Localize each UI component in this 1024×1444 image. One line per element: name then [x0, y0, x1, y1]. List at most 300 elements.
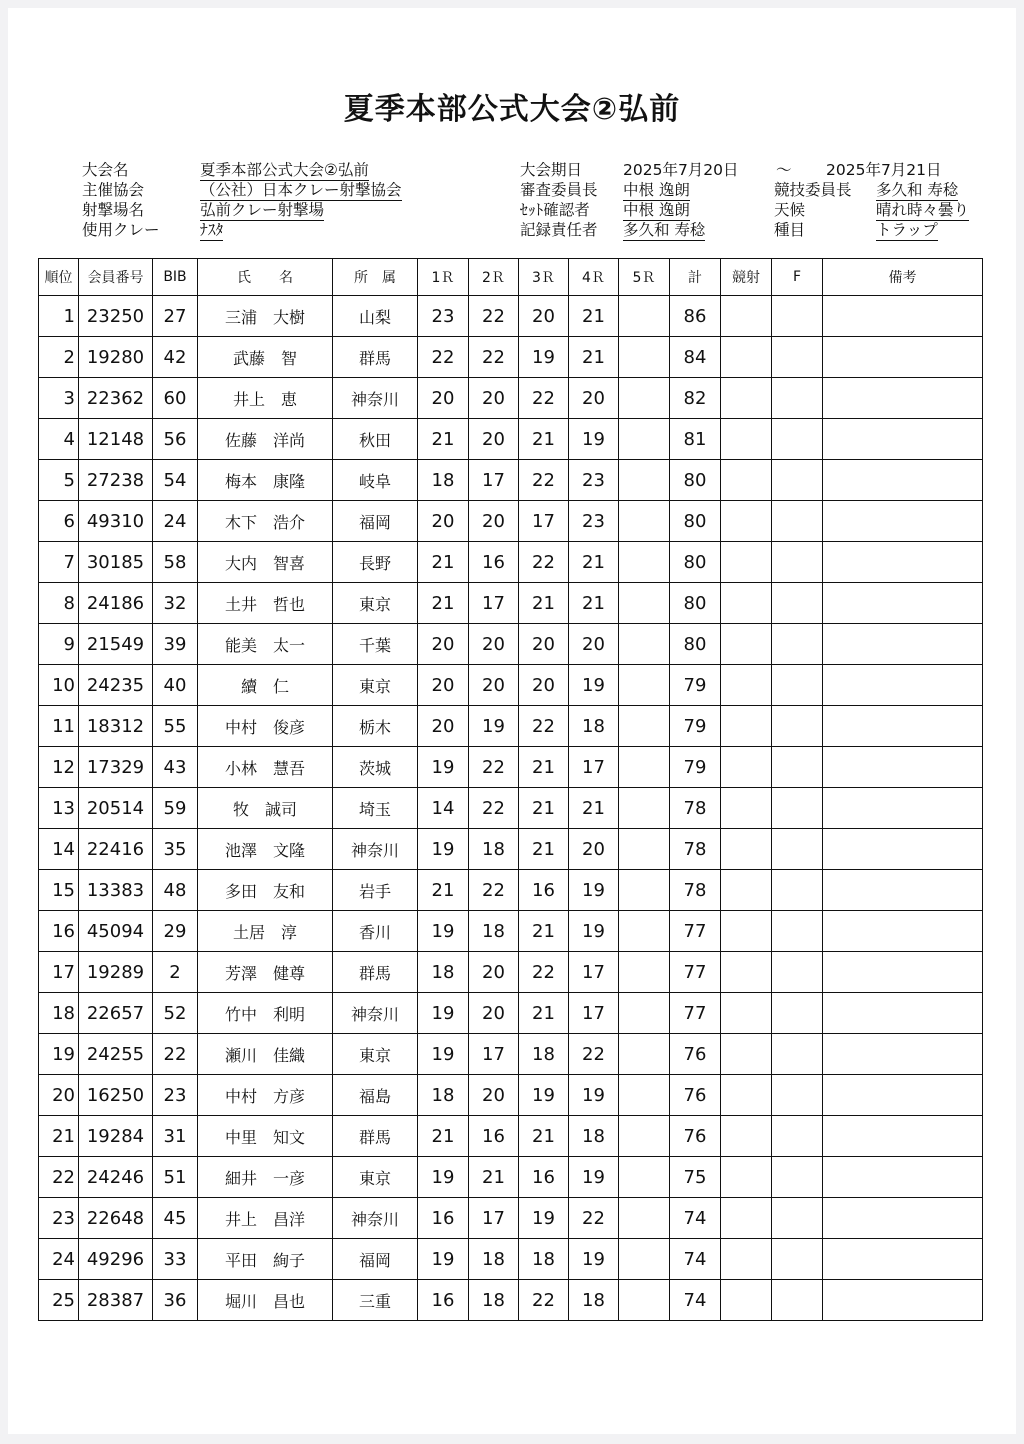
f-cell: [772, 911, 823, 952]
bib-cell: 45: [153, 1198, 198, 1239]
f-cell: [772, 1034, 823, 1075]
rank-cell: 17: [39, 952, 79, 993]
tournament-name: 夏季本部公式大会②弘前: [200, 161, 369, 179]
round-2-cell: 22: [469, 870, 519, 911]
shootoff-cell: [721, 952, 772, 993]
f-cell: [772, 624, 823, 665]
round-2-cell: 17: [469, 1198, 519, 1239]
rank-cell: 15: [39, 870, 79, 911]
table-row: [39, 1239, 983, 1280]
round-2-cell: 20: [469, 993, 519, 1034]
member-number-cell: 22657: [79, 993, 153, 1034]
round-2-cell: 22: [469, 296, 519, 337]
affiliation-cell: 東京: [333, 1157, 418, 1198]
bib-cell: 36: [153, 1280, 198, 1321]
name-cell: 中村 方彦: [198, 1075, 333, 1116]
round-3-cell: 16: [519, 1157, 569, 1198]
range-label: 射撃場名: [82, 201, 145, 219]
header-member-number: 会員番号: [79, 259, 153, 296]
range: 弘前クレー射撃場: [200, 201, 325, 219]
header-round-3: 3Ｒ: [519, 259, 569, 296]
total-cell: 76: [670, 1034, 721, 1075]
f-cell: [772, 788, 823, 829]
round-5-cell: [619, 1034, 670, 1075]
remarks-cell: [823, 788, 983, 829]
event: トラップ: [876, 221, 938, 239]
f-cell: [772, 1157, 823, 1198]
member-number-cell: 22416: [79, 829, 153, 870]
f-cell: [772, 419, 823, 460]
name-cell: 多田 友和: [198, 870, 333, 911]
rank-cell: 7: [39, 542, 79, 583]
name-cell: 三浦 大樹: [198, 296, 333, 337]
f-cell: [772, 378, 823, 419]
round-4-cell: 19: [569, 419, 619, 460]
shootoff-cell: [721, 337, 772, 378]
table-row: [39, 419, 983, 460]
name-cell: 平田 絢子: [198, 1239, 333, 1280]
round-1-cell: 19: [418, 911, 469, 952]
round-1-cell: 19: [418, 829, 469, 870]
competition: 多久和 寿稔: [876, 181, 959, 199]
round-3-cell: 18: [519, 1034, 569, 1075]
round-4-cell: 18: [569, 1280, 619, 1321]
remarks-cell: [823, 419, 983, 460]
round-3-cell: 20: [519, 665, 569, 706]
affiliation-cell: 千葉: [333, 624, 418, 665]
member-number-cell: 17329: [79, 747, 153, 788]
header-round-5: 5Ｒ: [619, 259, 670, 296]
header-round-2: 2Ｒ: [469, 259, 519, 296]
round-4-cell: 20: [569, 829, 619, 870]
remarks-cell: [823, 1075, 983, 1116]
total-cell: 80: [670, 583, 721, 624]
affiliation-cell: 埼玉: [333, 788, 418, 829]
name-cell: 大内 智喜: [198, 542, 333, 583]
end-date: 2025年7月21日: [826, 161, 942, 179]
bib-cell: 2: [153, 952, 198, 993]
round-5-cell: [619, 993, 670, 1034]
round-1-cell: 16: [418, 1198, 469, 1239]
round-5-cell: [619, 1280, 670, 1321]
rank-cell: 9: [39, 624, 79, 665]
member-number-cell: 24246: [79, 1157, 153, 1198]
table-row: [39, 993, 983, 1034]
bib-cell: 42: [153, 337, 198, 378]
round-3-cell: 19: [519, 1075, 569, 1116]
remarks-cell: [823, 1280, 983, 1321]
table-row: [39, 1157, 983, 1198]
round-3-cell: 22: [519, 1280, 569, 1321]
round-1-cell: 18: [418, 460, 469, 501]
round-4-cell: 23: [569, 460, 619, 501]
rank-cell: 19: [39, 1034, 79, 1075]
shootoff-cell: [721, 665, 772, 706]
total-cell: 75: [670, 1157, 721, 1198]
round-5-cell: [619, 460, 670, 501]
round-3-cell: 21: [519, 1116, 569, 1157]
shootoff-cell: [721, 993, 772, 1034]
round-2-cell: 20: [469, 952, 519, 993]
f-cell: [772, 747, 823, 788]
round-3-cell: 20: [519, 624, 569, 665]
round-4-cell: 17: [569, 747, 619, 788]
member-number-cell: 19289: [79, 952, 153, 993]
affiliation-cell: 香川: [333, 911, 418, 952]
remarks-cell: [823, 378, 983, 419]
round-1-cell: 22: [418, 337, 469, 378]
header-affiliation: 所 属: [333, 259, 418, 296]
total-cell: 77: [670, 952, 721, 993]
name-cell: 土居 淳: [198, 911, 333, 952]
name-cell: 佐藤 洋尚: [198, 419, 333, 460]
member-number-cell: 19280: [79, 337, 153, 378]
shootoff-cell: [721, 378, 772, 419]
shootoff-cell: [721, 624, 772, 665]
affiliation-cell: 群馬: [333, 1116, 418, 1157]
remarks-cell: [823, 1116, 983, 1157]
round-4-cell: 19: [569, 911, 619, 952]
round-2-cell: 17: [469, 460, 519, 501]
remarks-cell: [823, 1239, 983, 1280]
total-cell: 84: [670, 337, 721, 378]
jury-label: 審査委員長: [520, 181, 598, 199]
round-4-cell: 19: [569, 1157, 619, 1198]
round-1-cell: 21: [418, 1116, 469, 1157]
affiliation-cell: 岐阜: [333, 460, 418, 501]
round-5-cell: [619, 583, 670, 624]
remarks-cell: [823, 337, 983, 378]
affiliation-cell: 茨城: [333, 747, 418, 788]
table-row: [39, 624, 983, 665]
round-3-cell: 22: [519, 460, 569, 501]
total-cell: 74: [670, 1280, 721, 1321]
round-4-cell: 19: [569, 1239, 619, 1280]
name-cell: 池澤 文隆: [198, 829, 333, 870]
table-row: [39, 542, 983, 583]
bib-cell: 55: [153, 706, 198, 747]
recorder: 多久和 寿稔: [623, 221, 706, 239]
table-row: [39, 706, 983, 747]
bib-cell: 43: [153, 747, 198, 788]
round-5-cell: [619, 952, 670, 993]
header-f: F: [772, 259, 823, 296]
round-4-cell: 21: [569, 337, 619, 378]
total-cell: 80: [670, 624, 721, 665]
f-cell: [772, 583, 823, 624]
weather: 晴れ時々曇り: [876, 201, 970, 219]
affiliation-cell: 群馬: [333, 952, 418, 993]
shootoff-cell: [721, 542, 772, 583]
round-3-cell: 21: [519, 419, 569, 460]
header-round-1: 1Ｒ: [418, 259, 469, 296]
round-2-cell: 18: [469, 1280, 519, 1321]
round-4-cell: 23: [569, 501, 619, 542]
round-2-cell: 22: [469, 747, 519, 788]
remarks-cell: [823, 952, 983, 993]
remarks-cell: [823, 665, 983, 706]
name-cell: 能美 太一: [198, 624, 333, 665]
name-cell: 井上 昌洋: [198, 1198, 333, 1239]
bib-cell: 39: [153, 624, 198, 665]
table-row: [39, 747, 983, 788]
round-2-cell: 17: [469, 1034, 519, 1075]
f-cell: [772, 870, 823, 911]
round-5-cell: [619, 665, 670, 706]
bib-cell: 32: [153, 583, 198, 624]
shootoff-cell: [721, 1157, 772, 1198]
round-2-cell: 16: [469, 1116, 519, 1157]
f-cell: [772, 542, 823, 583]
total-cell: 78: [670, 829, 721, 870]
bib-cell: 59: [153, 788, 198, 829]
bib-cell: 29: [153, 911, 198, 952]
round-2-cell: 20: [469, 501, 519, 542]
rank-cell: 25: [39, 1280, 79, 1321]
shootoff-cell: [721, 1034, 772, 1075]
round-4-cell: 18: [569, 706, 619, 747]
event-label: 種目: [774, 221, 806, 239]
table-row: [39, 911, 983, 952]
f-cell: [772, 1198, 823, 1239]
rank-cell: 18: [39, 993, 79, 1034]
round-4-cell: 22: [569, 1198, 619, 1239]
total-cell: 77: [670, 911, 721, 952]
remarks-cell: [823, 829, 983, 870]
f-cell: [772, 1075, 823, 1116]
round-4-cell: 21: [569, 542, 619, 583]
header-rank: 順位: [39, 259, 79, 296]
total-cell: 76: [670, 1075, 721, 1116]
affiliation-cell: 山梨: [333, 296, 418, 337]
member-number-cell: 19284: [79, 1116, 153, 1157]
member-number-cell: 22362: [79, 378, 153, 419]
f-cell: [772, 1239, 823, 1280]
round-1-cell: 18: [418, 952, 469, 993]
tournament-name-label: 大会名: [82, 161, 129, 179]
round-3-cell: 21: [519, 993, 569, 1034]
remarks-cell: [823, 624, 983, 665]
rank-cell: 13: [39, 788, 79, 829]
jury: 中根 逸朗: [623, 181, 690, 199]
bib-cell: 56: [153, 419, 198, 460]
member-number-cell: 21549: [79, 624, 153, 665]
remarks-cell: [823, 1157, 983, 1198]
table-row: [39, 1198, 983, 1239]
name-cell: 中里 知文: [198, 1116, 333, 1157]
round-3-cell: 22: [519, 542, 569, 583]
header-round-4: 4Ｒ: [569, 259, 619, 296]
affiliation-cell: 神奈川: [333, 993, 418, 1034]
affiliation-cell: 岩手: [333, 870, 418, 911]
table-row: [39, 378, 983, 419]
f-cell: [772, 296, 823, 337]
round-5-cell: [619, 911, 670, 952]
table-row: [39, 952, 983, 993]
table-row: [39, 1034, 983, 1075]
remarks-cell: [823, 747, 983, 788]
rank-cell: 24: [39, 1239, 79, 1280]
affiliation-cell: 三重: [333, 1280, 418, 1321]
round-2-cell: 22: [469, 788, 519, 829]
name-cell: 續 仁: [198, 665, 333, 706]
bib-cell: 60: [153, 378, 198, 419]
period-label: 大会期日: [520, 161, 583, 179]
recorder-label: 記録責任者: [520, 221, 598, 239]
remarks-cell: [823, 706, 983, 747]
round-4-cell: 19: [569, 665, 619, 706]
bib-cell: 52: [153, 993, 198, 1034]
round-2-cell: 17: [469, 583, 519, 624]
round-5-cell: [619, 1157, 670, 1198]
affiliation-cell: 長野: [333, 542, 418, 583]
bib-cell: 31: [153, 1116, 198, 1157]
shootoff-cell: [721, 1198, 772, 1239]
round-2-cell: 20: [469, 419, 519, 460]
shootoff-cell: [721, 1075, 772, 1116]
name-cell: 中村 俊彦: [198, 706, 333, 747]
member-number-cell: 18312: [79, 706, 153, 747]
affiliation-cell: 東京: [333, 583, 418, 624]
bib-cell: 58: [153, 542, 198, 583]
round-3-cell: 19: [519, 337, 569, 378]
rank-cell: 10: [39, 665, 79, 706]
round-1-cell: 21: [418, 870, 469, 911]
remarks-cell: [823, 542, 983, 583]
weather-label: 天候: [774, 201, 806, 219]
results-table: [38, 258, 983, 1321]
rank-cell: 23: [39, 1198, 79, 1239]
table-row: [39, 501, 983, 542]
organizer: （公社）日本クレー射撃協会: [200, 181, 402, 199]
member-number-cell: 20514: [79, 788, 153, 829]
round-2-cell: 16: [469, 542, 519, 583]
round-5-cell: [619, 788, 670, 829]
round-5-cell: [619, 706, 670, 747]
round-3-cell: 21: [519, 583, 569, 624]
remarks-cell: [823, 1198, 983, 1239]
affiliation-cell: 神奈川: [333, 378, 418, 419]
round-1-cell: 21: [418, 542, 469, 583]
round-4-cell: 22: [569, 1034, 619, 1075]
round-1-cell: 20: [418, 706, 469, 747]
rank-cell: 8: [39, 583, 79, 624]
member-number-cell: 23250: [79, 296, 153, 337]
round-5-cell: [619, 296, 670, 337]
affiliation-cell: 群馬: [333, 337, 418, 378]
bib-cell: 51: [153, 1157, 198, 1198]
table-row: [39, 1075, 983, 1116]
rank-cell: 14: [39, 829, 79, 870]
round-4-cell: 19: [569, 870, 619, 911]
header-total: 計: [670, 259, 721, 296]
round-5-cell: [619, 1116, 670, 1157]
total-cell: 74: [670, 1198, 721, 1239]
clay: ﾅｽﾀ: [200, 221, 224, 239]
remarks-cell: [823, 870, 983, 911]
rank-cell: 2: [39, 337, 79, 378]
shootoff-cell: [721, 1116, 772, 1157]
affiliation-cell: 福島: [333, 1075, 418, 1116]
round-3-cell: 17: [519, 501, 569, 542]
rank-cell: 21: [39, 1116, 79, 1157]
f-cell: [772, 952, 823, 993]
remarks-cell: [823, 296, 983, 337]
affiliation-cell: 東京: [333, 1034, 418, 1075]
f-cell: [772, 501, 823, 542]
total-cell: 80: [670, 460, 721, 501]
round-3-cell: 18: [519, 1239, 569, 1280]
f-cell: [772, 993, 823, 1034]
round-4-cell: 21: [569, 583, 619, 624]
name-cell: 竹中 利明: [198, 993, 333, 1034]
round-1-cell: 23: [418, 296, 469, 337]
f-cell: [772, 337, 823, 378]
name-cell: 細井 一彦: [198, 1157, 333, 1198]
round-4-cell: 17: [569, 952, 619, 993]
round-3-cell: 22: [519, 706, 569, 747]
round-2-cell: 18: [469, 1239, 519, 1280]
f-cell: [772, 1280, 823, 1321]
f-cell: [772, 460, 823, 501]
shootoff-cell: [721, 788, 772, 829]
table-row: [39, 337, 983, 378]
round-2-cell: 19: [469, 706, 519, 747]
round-1-cell: 19: [418, 747, 469, 788]
remarks-cell: [823, 501, 983, 542]
name-cell: 瀬川 佳織: [198, 1034, 333, 1075]
round-3-cell: 22: [519, 952, 569, 993]
round-4-cell: 20: [569, 624, 619, 665]
rank-cell: 1: [39, 296, 79, 337]
total-cell: 79: [670, 665, 721, 706]
round-5-cell: [619, 1075, 670, 1116]
rank-cell: 22: [39, 1157, 79, 1198]
round-5-cell: [619, 337, 670, 378]
member-number-cell: 30185: [79, 542, 153, 583]
round-1-cell: 20: [418, 665, 469, 706]
shootoff-cell: [721, 911, 772, 952]
header-shootoff: 競射: [721, 259, 772, 296]
rank-cell: 16: [39, 911, 79, 952]
total-cell: 77: [670, 993, 721, 1034]
table-row: [39, 583, 983, 624]
round-1-cell: 19: [418, 1157, 469, 1198]
total-cell: 81: [670, 419, 721, 460]
date-tilde: ～: [776, 161, 792, 179]
shootoff-cell: [721, 1280, 772, 1321]
f-cell: [772, 665, 823, 706]
table-row: [39, 829, 983, 870]
bib-cell: 27: [153, 296, 198, 337]
rank-cell: 20: [39, 1075, 79, 1116]
shootoff-cell: [721, 419, 772, 460]
round-4-cell: 20: [569, 378, 619, 419]
clay-label: 使用クレー: [82, 221, 160, 239]
table-row: [39, 870, 983, 911]
name-cell: 牧 誠司: [198, 788, 333, 829]
header-bib: BIB: [153, 259, 198, 296]
round-3-cell: 20: [519, 296, 569, 337]
round-2-cell: 18: [469, 911, 519, 952]
table-row: [39, 460, 983, 501]
shootoff-cell: [721, 829, 772, 870]
round-3-cell: 19: [519, 1198, 569, 1239]
member-number-cell: 49296: [79, 1239, 153, 1280]
total-cell: 86: [670, 296, 721, 337]
bib-cell: 35: [153, 829, 198, 870]
table-row: [39, 1116, 983, 1157]
